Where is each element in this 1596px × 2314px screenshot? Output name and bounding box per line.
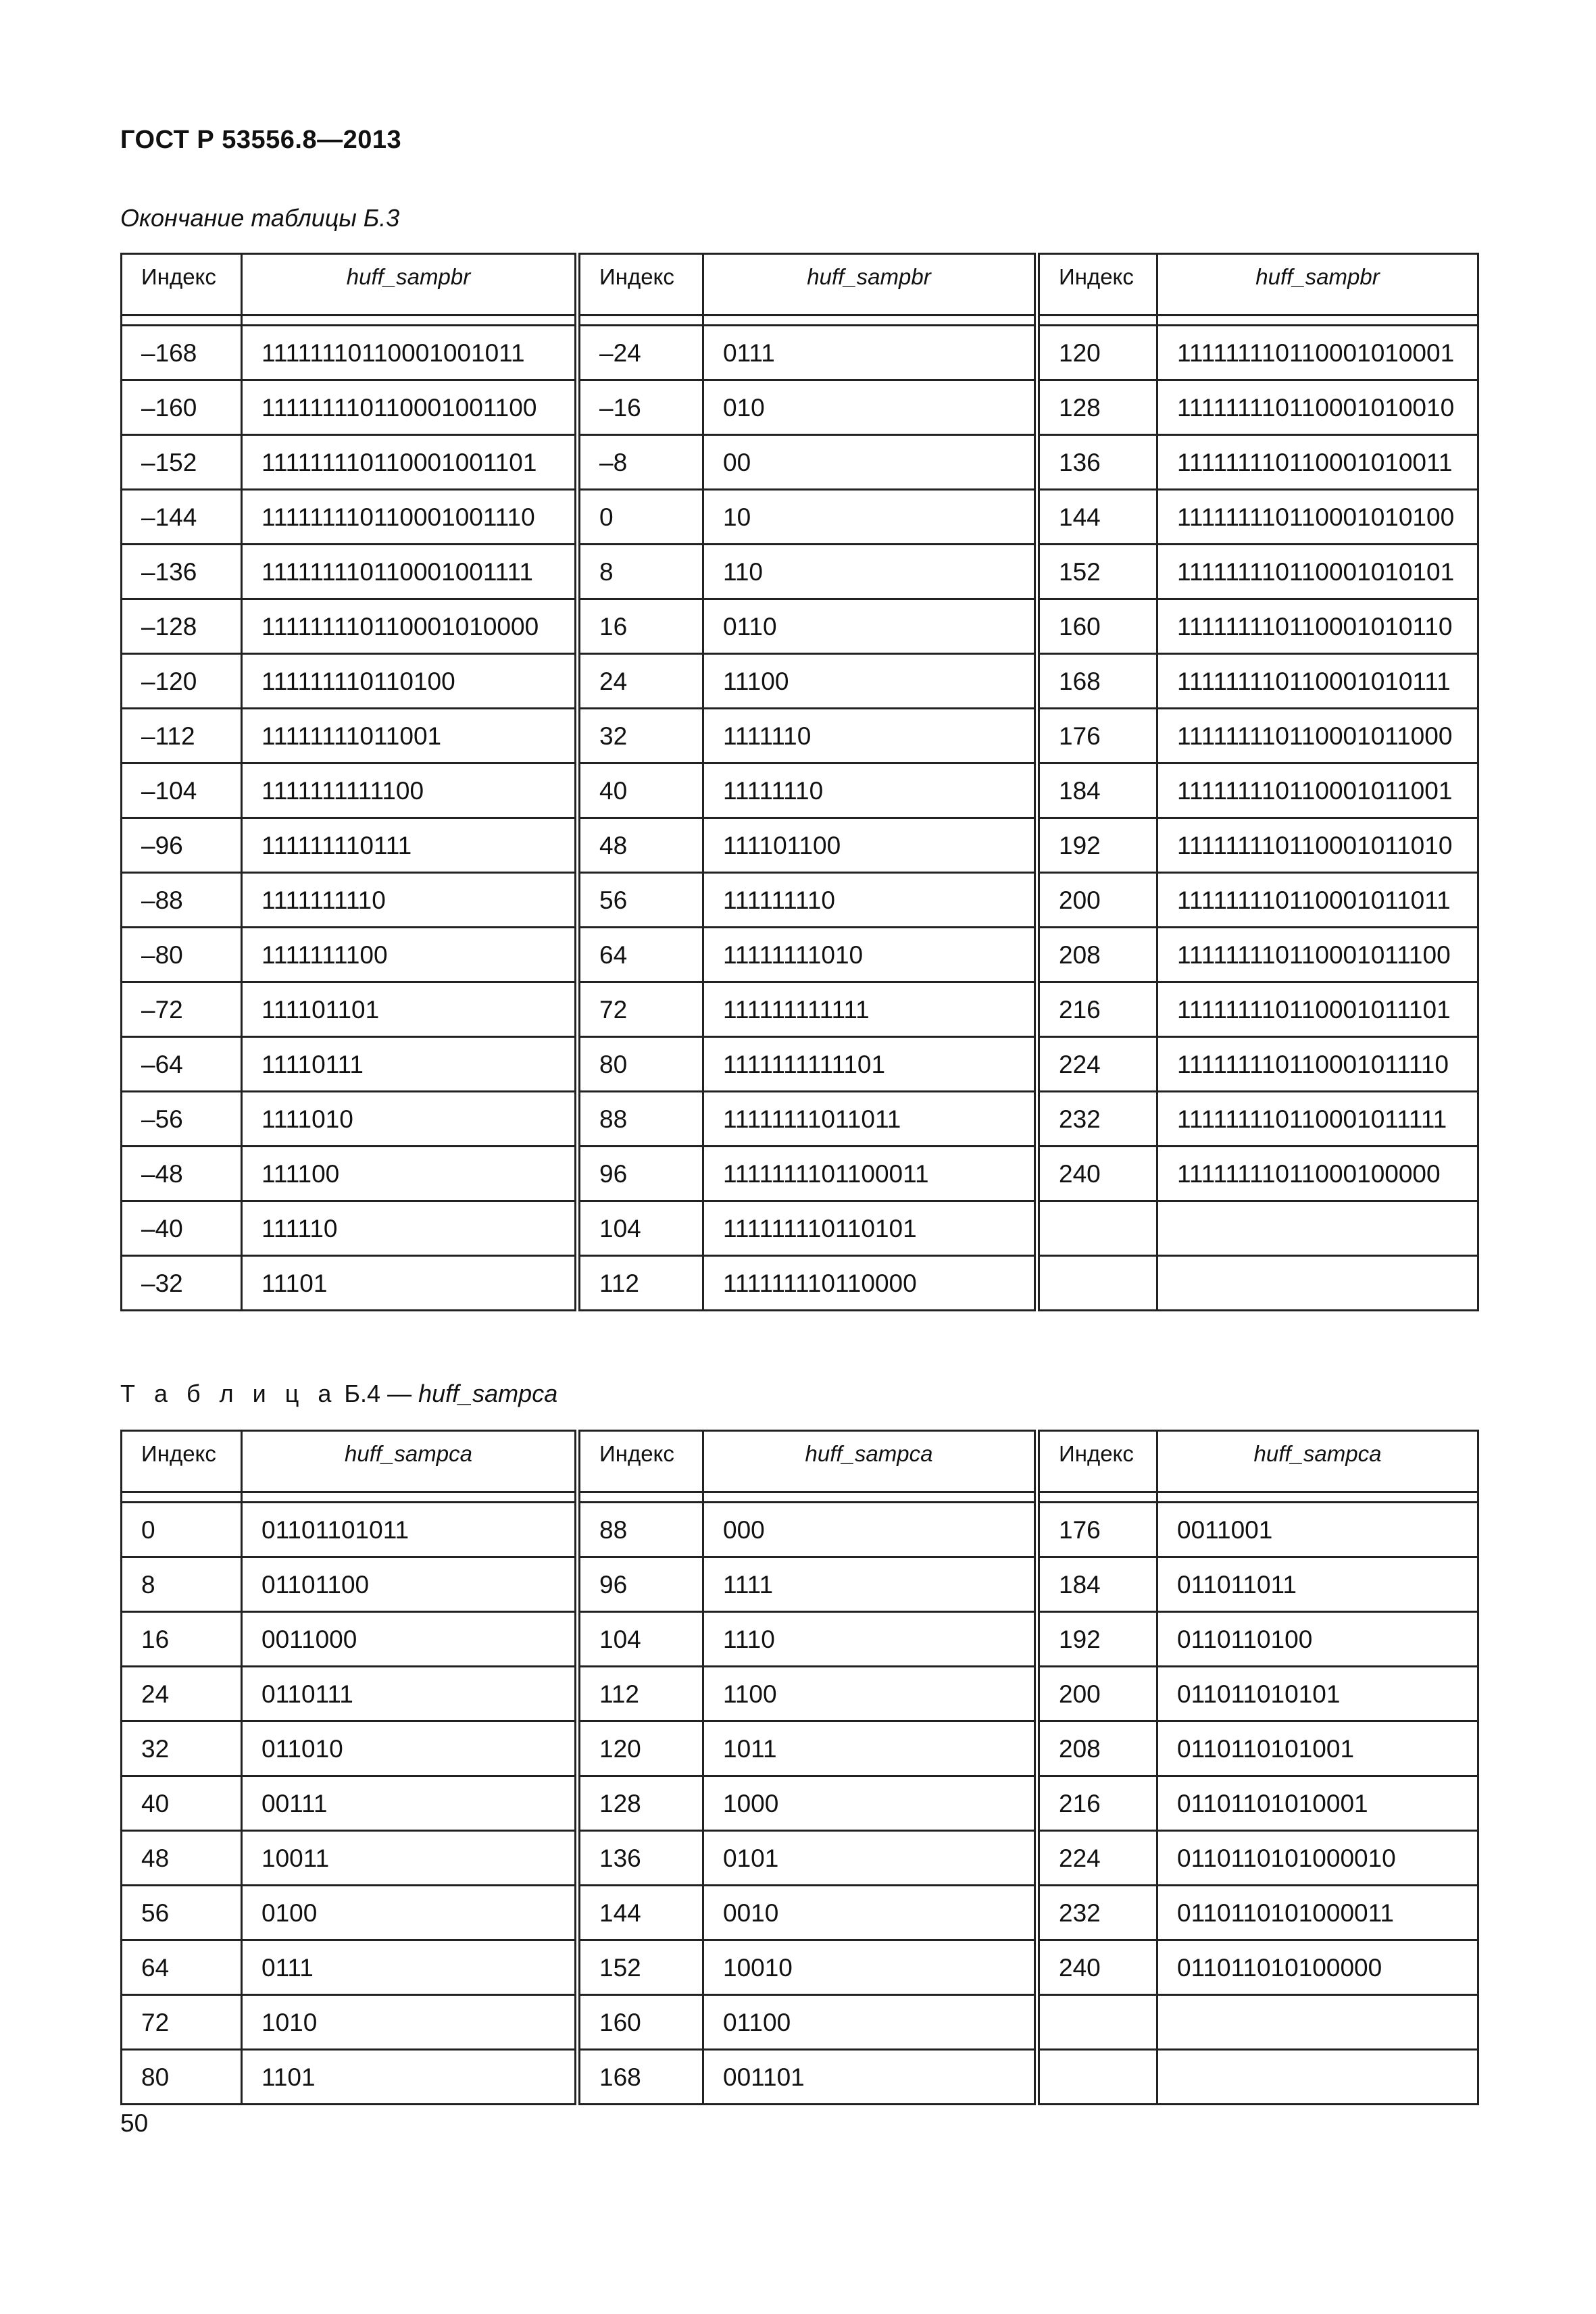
table-header-row — [122, 1431, 1478, 1492]
code-cell: 1110 — [703, 1612, 1037, 1667]
index-cell: 104 — [578, 1201, 703, 1256]
table-row — [122, 1776, 1478, 1831]
code-cell: 111111110110001011001 — [1157, 763, 1478, 818]
table-row — [122, 380, 1478, 435]
table2-caption-label: Т а б л и ц а — [120, 1380, 338, 1407]
index-cell: 240 — [1037, 1940, 1157, 1995]
index-cell: 88 — [578, 1503, 703, 1557]
index-cell: –48 — [122, 1147, 242, 1201]
index-cell: –80 — [122, 928, 242, 982]
code-cell: 00 — [703, 435, 1037, 490]
index-cell: 128 — [578, 1776, 703, 1831]
table-row — [122, 435, 1478, 490]
index-cell: 168 — [578, 2050, 703, 2105]
index-cell: 96 — [578, 1147, 703, 1201]
index-cell: 208 — [1037, 1721, 1157, 1776]
document-code: ГОСТ Р 53556.8—2013 — [120, 126, 402, 154]
index-cell: 0 — [578, 490, 703, 545]
index-cell: 136 — [578, 1831, 703, 1886]
index-cell: 216 — [1037, 1776, 1157, 1831]
code-cell: 110 — [703, 545, 1037, 599]
code-cell: 01101100 — [242, 1557, 578, 1612]
code-cell: 1111111110 — [242, 873, 578, 928]
index-cell: 16 — [122, 1612, 242, 1667]
code-cell: 111110 — [242, 1201, 578, 1256]
code-cell: 11111110 — [703, 763, 1037, 818]
table-row — [122, 709, 1478, 763]
code-cell: 0011001 — [1157, 1503, 1478, 1557]
index-cell: –168 — [122, 326, 242, 380]
code-cell: 01101101010001 — [1157, 1776, 1478, 1831]
index-cell: –120 — [122, 654, 242, 709]
table2-caption-number: Б.4 — — [344, 1380, 412, 1407]
index-cell: 16 — [578, 599, 703, 654]
code-cell: 111100 — [242, 1147, 578, 1201]
code-cell: 111111111111 — [703, 982, 1037, 1037]
code-cell: 0011000 — [242, 1612, 578, 1667]
code-cell: 000 — [703, 1503, 1037, 1557]
table-row — [122, 1995, 1478, 2050]
code-cell: 1111110 — [703, 709, 1037, 763]
index-cell: 40 — [122, 1776, 242, 1831]
column-header-code: huff_sampbr — [1157, 254, 1478, 316]
code-cell: 01100 — [703, 1995, 1037, 2050]
table-row — [122, 1721, 1478, 1776]
code-cell: 11111111011011 — [703, 1092, 1037, 1147]
table-row — [122, 928, 1478, 982]
index-cell: 48 — [578, 818, 703, 873]
index-cell: 112 — [578, 1667, 703, 1721]
index-cell: 176 — [1037, 709, 1157, 763]
column-header-index: Индекс — [1037, 254, 1157, 316]
table-row — [122, 763, 1478, 818]
code-cell: 011011010101 — [1157, 1667, 1478, 1721]
index-cell: –112 — [122, 709, 242, 763]
code-cell: 111111110110001001101 — [242, 435, 578, 490]
code-cell: 111111110110001011110 — [1157, 1037, 1478, 1092]
column-header-code: huff_sampca — [703, 1431, 1037, 1492]
index-cell: –104 — [122, 763, 242, 818]
index-cell: 224 — [1037, 1037, 1157, 1092]
index-cell: 168 — [1037, 654, 1157, 709]
code-cell: 111111110110001011111 — [1157, 1092, 1478, 1147]
column-header-index: Индекс — [578, 254, 703, 316]
code-cell: 01101101011 — [242, 1503, 578, 1557]
index-cell: 192 — [1037, 818, 1157, 873]
code-cell — [1157, 2050, 1478, 2105]
code-cell: 10011 — [242, 1831, 578, 1886]
index-cell: 64 — [578, 928, 703, 982]
code-cell: 111111110110001010000 — [242, 599, 578, 654]
code-cell: 111111110110001010101 — [1157, 545, 1478, 599]
code-cell: 0010 — [703, 1886, 1037, 1940]
table-huff-sampca — [120, 1430, 1479, 2105]
table-row — [122, 490, 1478, 545]
code-cell: 111111110110001010110 — [1157, 599, 1478, 654]
index-cell: –16 — [578, 380, 703, 435]
code-cell: 011010 — [242, 1721, 578, 1776]
index-cell: –40 — [122, 1201, 242, 1256]
column-header-index: Индекс — [122, 254, 242, 316]
column-header-index: Индекс — [122, 1431, 242, 1492]
code-cell: 1111 — [703, 1557, 1037, 1612]
index-cell: 184 — [1037, 763, 1157, 818]
index-cell: –96 — [122, 818, 242, 873]
index-cell: 216 — [1037, 982, 1157, 1037]
index-cell: –72 — [122, 982, 242, 1037]
code-cell: 111111110110001001111 — [242, 545, 578, 599]
index-cell — [1037, 1995, 1157, 2050]
index-cell: 136 — [1037, 435, 1157, 490]
table-row — [122, 1037, 1478, 1092]
index-cell: 152 — [578, 1940, 703, 1995]
column-header-code: huff_sampca — [242, 1431, 578, 1492]
index-cell: 80 — [122, 2050, 242, 2105]
index-cell: –64 — [122, 1037, 242, 1092]
table2-caption-name: huff_sampca — [418, 1380, 558, 1407]
code-cell: 11100 — [703, 654, 1037, 709]
code-cell: 111101100 — [703, 818, 1037, 873]
column-header-code: huff_sampbr — [242, 254, 578, 316]
code-cell: 111111110 — [703, 873, 1037, 928]
table-row — [122, 1256, 1478, 1311]
index-cell: –8 — [578, 435, 703, 490]
index-cell: 72 — [122, 1995, 242, 2050]
index-cell: 232 — [1037, 1092, 1157, 1147]
column-header-code: huff_sampca — [1157, 1431, 1478, 1492]
index-cell: 32 — [122, 1721, 242, 1776]
column-header-code: huff_sampbr — [703, 254, 1037, 316]
index-cell: 176 — [1037, 1503, 1157, 1557]
table-row — [122, 1147, 1478, 1201]
code-cell: 011011010100000 — [1157, 1940, 1478, 1995]
index-cell: 184 — [1037, 1557, 1157, 1612]
index-cell: 232 — [1037, 1886, 1157, 1940]
code-cell: 111111110110001010010 — [1157, 380, 1478, 435]
index-cell: –88 — [122, 873, 242, 928]
code-cell: 11111111010 — [703, 928, 1037, 982]
index-cell — [1037, 2050, 1157, 2105]
code-cell: 0101 — [703, 1831, 1037, 1886]
code-cell: 1111111111100 — [242, 763, 578, 818]
code-cell: 111111110110001011100 — [1157, 928, 1478, 982]
index-cell: 88 — [578, 1092, 703, 1147]
code-cell: 111111110110001010111 — [1157, 654, 1478, 709]
code-cell: 1100 — [703, 1667, 1037, 1721]
code-cell: 010 — [703, 380, 1037, 435]
code-cell: 111111110110001001100 — [242, 380, 578, 435]
index-cell: 32 — [578, 709, 703, 763]
index-cell: 112 — [578, 1256, 703, 1311]
index-cell: –152 — [122, 435, 242, 490]
index-cell: 144 — [1037, 490, 1157, 545]
code-cell: 111111110110001011000 — [1157, 709, 1478, 763]
index-cell: 48 — [122, 1831, 242, 1886]
code-cell: 11111111011000100000 — [1157, 1147, 1478, 1201]
index-cell: –56 — [122, 1092, 242, 1147]
code-cell: 1000 — [703, 1776, 1037, 1831]
table-row — [122, 1503, 1478, 1557]
code-cell: 111111110110001001110 — [242, 490, 578, 545]
index-cell: 224 — [1037, 1831, 1157, 1886]
table-row — [122, 2050, 1478, 2105]
code-cell: 0111 — [242, 1940, 578, 1995]
code-cell: 11101 — [242, 1256, 578, 1311]
code-cell — [1157, 1201, 1478, 1256]
index-cell: 192 — [1037, 1612, 1157, 1667]
code-cell: 1111111101100011 — [703, 1147, 1037, 1201]
table2-caption — [120, 1380, 557, 1408]
code-cell: 111111110110001010001 — [1157, 326, 1478, 380]
column-header-index: Индекс — [578, 1431, 703, 1492]
index-cell: –160 — [122, 380, 242, 435]
index-cell: –128 — [122, 599, 242, 654]
index-cell: 200 — [1037, 873, 1157, 928]
index-cell: 40 — [578, 763, 703, 818]
table-row — [122, 873, 1478, 928]
index-cell: 200 — [1037, 1667, 1157, 1721]
code-cell — [1157, 1995, 1478, 2050]
page-number: 50 — [120, 2109, 149, 2137]
index-cell: –24 — [578, 326, 703, 380]
code-cell: 1010 — [242, 1995, 578, 2050]
index-cell: 128 — [1037, 380, 1157, 435]
column-header-index: Индекс — [1037, 1431, 1157, 1492]
table-row — [122, 1667, 1478, 1721]
table-huff-sampbr — [120, 253, 1479, 1311]
index-cell: 160 — [1037, 599, 1157, 654]
code-cell: 1011 — [703, 1721, 1037, 1776]
table-row — [122, 599, 1478, 654]
code-cell: 111111110110001011011 — [1157, 873, 1478, 928]
table-row — [122, 1557, 1478, 1612]
index-cell: 24 — [578, 654, 703, 709]
index-cell: 144 — [578, 1886, 703, 1940]
table-row — [122, 1201, 1478, 1256]
index-cell: 160 — [578, 1995, 703, 2050]
code-cell: 0110110100 — [1157, 1612, 1478, 1667]
code-cell: 1111111100 — [242, 928, 578, 982]
code-cell: 111111110110001011101 — [1157, 982, 1478, 1037]
code-cell: 001101 — [703, 2050, 1037, 2105]
table-row — [122, 1831, 1478, 1886]
table-row — [122, 1940, 1478, 1995]
index-cell: 120 — [578, 1721, 703, 1776]
table-header-row — [122, 254, 1478, 316]
code-cell: 0110111 — [242, 1667, 578, 1721]
index-cell: 152 — [1037, 545, 1157, 599]
index-cell: 104 — [578, 1612, 703, 1667]
code-cell: 11111111011001 — [242, 709, 578, 763]
index-cell — [1037, 1256, 1157, 1311]
table-row — [122, 1092, 1478, 1147]
code-cell: 0110 — [703, 599, 1037, 654]
code-cell: 00111 — [242, 1776, 578, 1831]
code-cell: 111111110110001010100 — [1157, 490, 1478, 545]
code-cell: 0110110101000010 — [1157, 1831, 1478, 1886]
index-cell: 56 — [122, 1886, 242, 1940]
code-cell: 111111110110001011010 — [1157, 818, 1478, 873]
index-cell: 96 — [578, 1557, 703, 1612]
index-cell: 24 — [122, 1667, 242, 1721]
code-cell: 111111110111 — [242, 818, 578, 873]
code-cell: 0111 — [703, 326, 1037, 380]
table-row — [122, 654, 1478, 709]
table-row — [122, 326, 1478, 380]
index-cell: 8 — [122, 1557, 242, 1612]
code-cell — [1157, 1256, 1478, 1311]
index-cell: –136 — [122, 545, 242, 599]
code-cell: 011011011 — [1157, 1557, 1478, 1612]
index-cell — [1037, 1201, 1157, 1256]
index-cell: 0 — [122, 1503, 242, 1557]
index-cell: –144 — [122, 490, 242, 545]
index-cell: 64 — [122, 1940, 242, 1995]
code-cell: 0100 — [242, 1886, 578, 1940]
code-cell: 11111110110001001011 — [242, 326, 578, 380]
code-cell: 1111111111101 — [703, 1037, 1037, 1092]
index-cell: 56 — [578, 873, 703, 928]
index-cell: 72 — [578, 982, 703, 1037]
table1-caption: Окончание таблицы Б.3 — [120, 204, 400, 232]
code-cell: 111111110110000 — [703, 1256, 1037, 1311]
table-row — [122, 982, 1478, 1037]
table-row — [122, 545, 1478, 599]
code-cell: 111111110110100 — [242, 654, 578, 709]
index-cell: 208 — [1037, 928, 1157, 982]
table-row — [122, 1886, 1478, 1940]
code-cell: 1111010 — [242, 1092, 578, 1147]
code-cell: 111101101 — [242, 982, 578, 1037]
index-cell: –32 — [122, 1256, 242, 1311]
code-cell: 10 — [703, 490, 1037, 545]
code-cell: 111111110110101 — [703, 1201, 1037, 1256]
index-cell: 120 — [1037, 326, 1157, 380]
code-cell: 1101 — [242, 2050, 578, 2105]
code-cell: 0110110101001 — [1157, 1721, 1478, 1776]
code-cell: 111111110110001010011 — [1157, 435, 1478, 490]
index-cell: 8 — [578, 545, 703, 599]
index-cell: 240 — [1037, 1147, 1157, 1201]
table-row — [122, 818, 1478, 873]
code-cell: 10010 — [703, 1940, 1037, 1995]
table-row — [122, 1612, 1478, 1667]
code-cell: 11110111 — [242, 1037, 578, 1092]
index-cell: 80 — [578, 1037, 703, 1092]
code-cell: 0110110101000011 — [1157, 1886, 1478, 1940]
